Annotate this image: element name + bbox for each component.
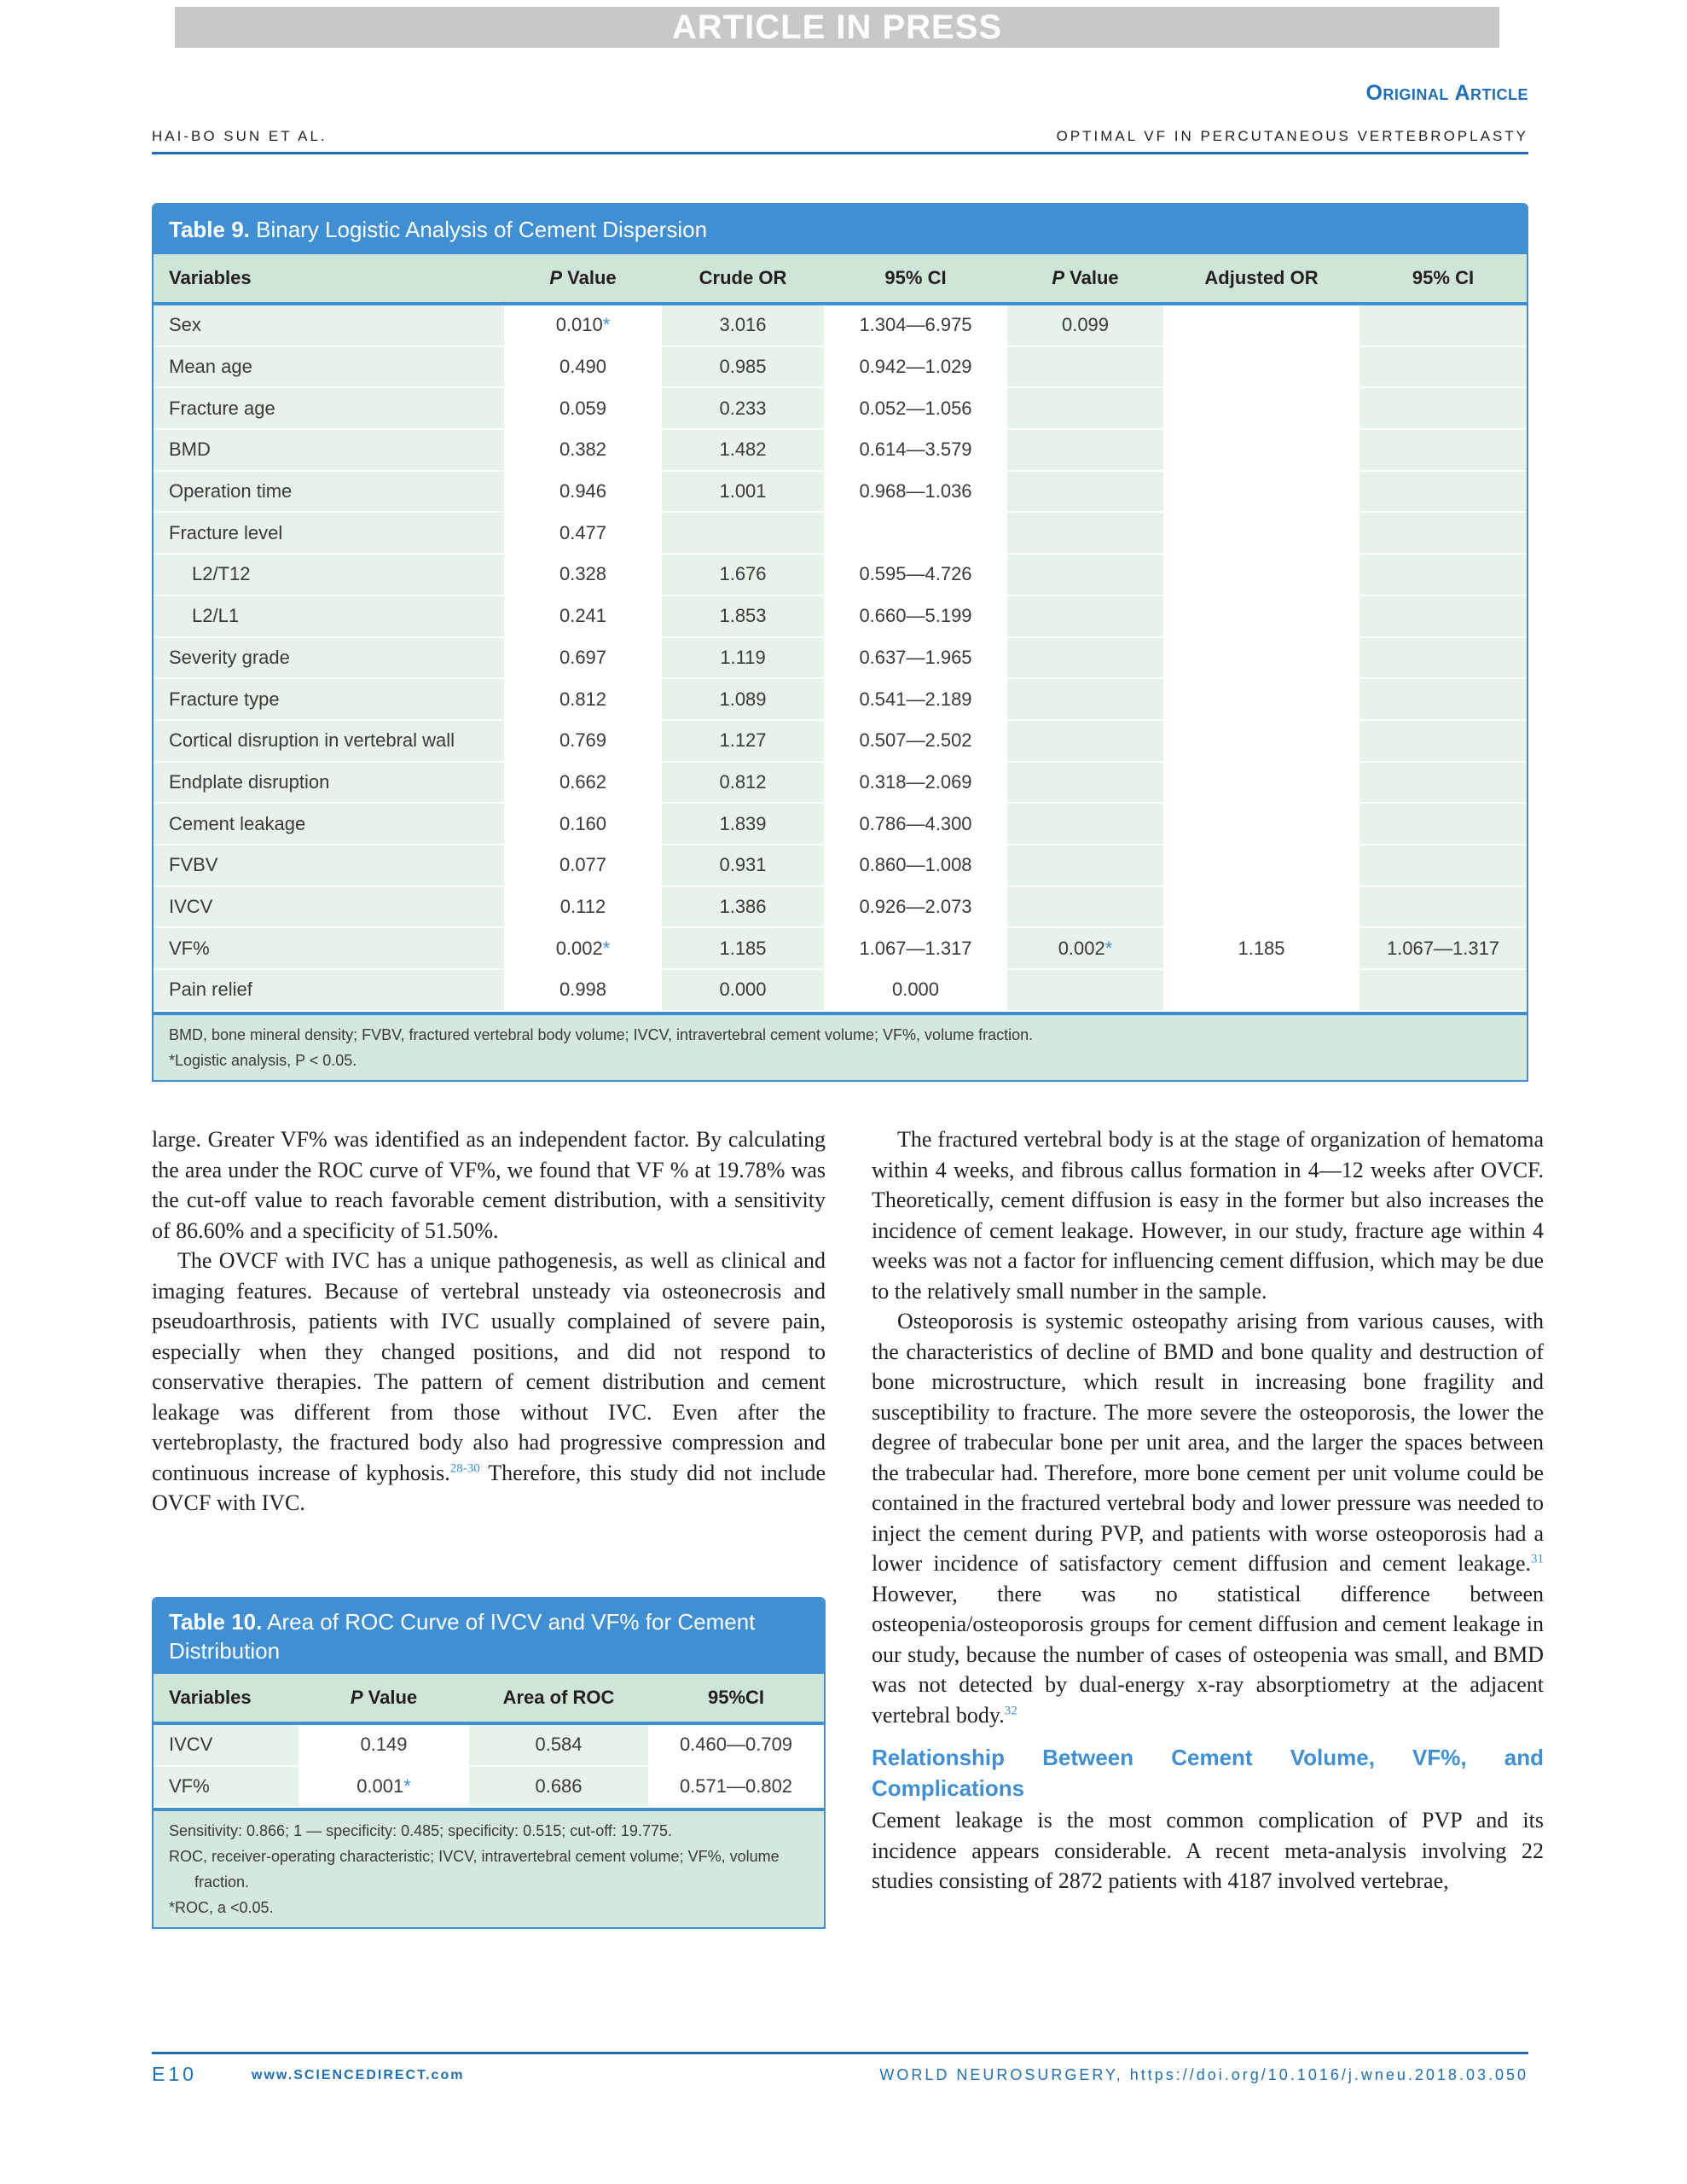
- ci: 0.507—2.502: [824, 720, 1007, 762]
- adjusted-or: [1163, 969, 1359, 1011]
- crude-or: 1.089: [662, 678, 824, 720]
- table-10-footnote-1: Sensitivity: 0.866; 1 — specificity: 0.485; specificity: 0.515; cut-off: 19.775.: [169, 1822, 672, 1840]
- table-row: [154, 554, 1527, 595]
- table-9-footnote-abbrev: BMD, bone mineral density; FVBV, fractured vertebral body volume; IVCV, intravertebral cement volume; VF%, volume fraction.: [169, 1025, 1034, 1043]
- page-number: E10: [152, 2063, 197, 2085]
- table-10-title: Area of ROC Curve of IVCV and VF% for Cement Distribution: [169, 1609, 756, 1664]
- adjusted-or: [1163, 304, 1359, 346]
- significance-marker: *: [602, 937, 611, 959]
- table-row: [154, 387, 1527, 429]
- table-10-body: [154, 1723, 824, 1807]
- col-header-p-value: P Value: [504, 254, 662, 304]
- col-header-p-value: P Value: [299, 1674, 469, 1723]
- p-value: [504, 512, 662, 554]
- p-value-value: 0.010: [555, 314, 603, 336]
- table-9: [152, 203, 1528, 1082]
- adj-p-value: [1007, 304, 1163, 346]
- table-row: [154, 762, 1527, 804]
- adj-ci: [1359, 512, 1527, 554]
- ci: 1.304—6.975: [824, 304, 1007, 346]
- p-value: [504, 845, 662, 886]
- adj-p-value: [1007, 969, 1163, 1011]
- p-value: [504, 387, 662, 429]
- adj-p-value: [1007, 927, 1163, 969]
- section-heading: Relationship Between Cement Volume, VF%, and Complications: [872, 1745, 1544, 1801]
- right-column: [872, 1124, 1544, 1896]
- col-header-95ci: 95% CI: [824, 254, 1007, 304]
- ci: 0.968—1.036: [824, 471, 1007, 513]
- adj-ci: [1359, 304, 1527, 346]
- adjusted-or: [1163, 471, 1359, 513]
- variable-name: Cortical disruption in vertebral wall: [154, 720, 504, 762]
- ci: 0.571—0.802: [648, 1766, 824, 1808]
- variable-name: FVBV: [154, 845, 504, 886]
- crude-or: 1.839: [662, 803, 824, 845]
- ci: 0.460—0.709: [648, 1723, 824, 1766]
- table-9-grid: [154, 254, 1527, 1012]
- table-row: [154, 678, 1527, 720]
- adj-ci: [1359, 595, 1527, 637]
- adj-ci: [1359, 845, 1527, 886]
- adj-ci: [1359, 429, 1527, 471]
- right-paragraph-1: The fractured vertebral body is at the stage of organization of hematoma within 4 weeks, and fibrous callus formation in 4—12 weeks after OVCF. Theoretically, cement diffusion is easy in the former but also increases the incidence of cement leakage. However, in our study, fracture age within 4 weeks was not a factor for influencing cement diffusion, which may be due to the relatively small number in the sample.: [872, 1127, 1544, 1304]
- adj-p-value: [1007, 429, 1163, 471]
- citation-32[interactable]: 32: [1004, 1703, 1017, 1717]
- variable-name: Fracture age: [154, 387, 504, 429]
- adj-ci: 1.067—1.317: [1359, 927, 1527, 969]
- crude-or: 0.931: [662, 845, 824, 886]
- adjusted-or: [1163, 346, 1359, 388]
- variable-name: IVCV: [154, 886, 504, 928]
- ci: [824, 512, 1007, 554]
- p-value-value: 0.946: [559, 480, 607, 502]
- adj-p-value: [1007, 554, 1163, 595]
- col-header-adj-p-value: P Value: [1007, 254, 1163, 304]
- variable-name: Severity grade: [154, 637, 504, 679]
- variable-name: Cement leakage: [154, 803, 504, 845]
- ci: 0.318—2.069: [824, 762, 1007, 804]
- running-authors: HAI-BO SUN ET AL.: [152, 128, 328, 144]
- p-value-value: 0.001: [357, 1775, 404, 1798]
- variable-name: VF%: [154, 1766, 299, 1808]
- table-row: [154, 1766, 824, 1808]
- adjusted-or: [1163, 387, 1359, 429]
- adj-p-value: [1007, 762, 1163, 804]
- crude-or: 1.386: [662, 886, 824, 928]
- variable-name: IVCV: [154, 1723, 299, 1766]
- adj-ci: [1359, 886, 1527, 928]
- p-value-value: 0.328: [559, 563, 607, 585]
- table-row: [154, 720, 1527, 762]
- journal-doi[interactable]: WORLD NEUROSURGERY, https://doi.org/10.1016/j.wneu.2018.03.050: [879, 2066, 1528, 2083]
- table-9-header-row: [154, 254, 1527, 304]
- table-10: [152, 1597, 826, 1929]
- p-value-value: 0.112: [559, 895, 606, 917]
- crude-or: 1.119: [662, 637, 824, 679]
- adj-p-value: [1007, 471, 1163, 513]
- adjusted-or: [1163, 637, 1359, 679]
- ci: 0.541—2.189: [824, 678, 1007, 720]
- area-of-roc: 0.686: [469, 1766, 648, 1808]
- crude-or: [662, 512, 824, 554]
- article-in-press-banner: ARTICLE IN PRESS: [175, 7, 1499, 48]
- adj-ci: [1359, 803, 1527, 845]
- table-row: [154, 927, 1527, 969]
- table-row: [154, 886, 1527, 928]
- p-value: [299, 1723, 469, 1766]
- crude-or: 1.853: [662, 595, 824, 637]
- p-value-value: 0.077: [559, 854, 607, 876]
- adj-p-value: [1007, 886, 1163, 928]
- adjusted-or: [1163, 762, 1359, 804]
- ci: 0.614—3.579: [824, 429, 1007, 471]
- p-value-value: 0.998: [559, 979, 607, 1001]
- col-header-variables: Variables: [154, 1674, 299, 1723]
- ci: 0.660—5.199: [824, 595, 1007, 637]
- table-9-label: Table 9.: [169, 217, 250, 242]
- table-10-caption: [154, 1599, 824, 1674]
- table-10-header-row: [154, 1674, 824, 1723]
- adjusted-or: [1163, 678, 1359, 720]
- crude-or: 1.127: [662, 720, 824, 762]
- p-value-value: 0.149: [360, 1734, 408, 1756]
- p-value-value: 0.490: [559, 356, 607, 378]
- running-title: OPTIMAL VF IN PERCUTANEOUS VERTEBROPLASTY: [1056, 128, 1528, 144]
- p-value: [504, 803, 662, 845]
- col-header-variables: Variables: [154, 254, 504, 304]
- table-10-label: Table 10.: [169, 1609, 263, 1635]
- significance-marker: *: [602, 314, 611, 336]
- p-value: [504, 678, 662, 720]
- ci: 0.052—1.056: [824, 387, 1007, 429]
- p-value-value: 0.477: [559, 521, 607, 543]
- table-9-caption: [154, 205, 1527, 254]
- adj-ci: [1359, 678, 1527, 720]
- p-value: [504, 346, 662, 388]
- adjusted-or: [1163, 595, 1359, 637]
- adj-ci: [1359, 720, 1527, 762]
- p-value-value: 0.002: [555, 937, 603, 959]
- adj-p-value-value: 0.099: [1061, 314, 1110, 336]
- table-10-footnotes: [154, 1808, 824, 1927]
- ci: 0.637—1.965: [824, 637, 1007, 679]
- adj-ci: [1359, 762, 1527, 804]
- crude-or: 1.676: [662, 554, 824, 595]
- crude-or: 0.000: [662, 969, 824, 1011]
- crude-or: 1.185: [662, 927, 824, 969]
- area-of-roc: 0.584: [469, 1723, 648, 1766]
- table-row: [154, 471, 1527, 513]
- table-row: [154, 346, 1527, 388]
- crude-or: 1.482: [662, 429, 824, 471]
- p-value: [299, 1766, 469, 1808]
- adjusted-or: [1163, 429, 1359, 471]
- journal-url[interactable]: www.SCIENCEDIRECT.com: [252, 2068, 465, 2082]
- adj-p-value: [1007, 512, 1163, 554]
- adj-p-value: [1007, 387, 1163, 429]
- p-value: [504, 304, 662, 346]
- table-row: [154, 803, 1527, 845]
- table-row: [154, 969, 1527, 1011]
- table-9-body: [154, 304, 1527, 1011]
- crude-or: 0.985: [662, 346, 824, 388]
- adj-p-value: [1007, 678, 1163, 720]
- right-paragraph-2: Osteoporosis is systemic osteopathy arising from various causes, with the characteristics of decline of BMD and bone quality and destruction of bone microstructure, which result in increasing bone fragility and susceptibility to fracture. The more severe the osteoporosis, the lower the degree of trabecular bone per unit area, and the larger the spaces between the trabecular had. Therefore, more bone cement per unit volume could be contained in the fractured vertebral body and lower pressure was needed to inject the cement during PVP, and patients with worse osteoporosis had a lower incidence of satisfactory cement diffusion and cement leakage.$^{31}$ However, there was no statistical difference between osteopenia/osteoporosis groups for cement diffusion and cement leakage in our study, because the number of cases of osteopenia was small, and BMD was not detected by dual-energy x-ray absorptiometry at the adjacent vertebral body.$^{32}$: [872, 1309, 1544, 1728]
- p-value-value: 0.382: [559, 439, 607, 461]
- right-paragraph-3: Cement leakage is the most common complication of PVP and its incidence appears considerable. A recent meta-analysis involving 22 studies consisting of 2872 patients with 4187 involved vertebrae,: [872, 1808, 1544, 1893]
- adj-ci: [1359, 637, 1527, 679]
- adj-p-value: [1007, 720, 1163, 762]
- table-9-footnote-sig: *Logistic analysis, P < 0.05.: [169, 1051, 357, 1069]
- p-value-value: 0.697: [559, 646, 607, 668]
- header-rule: [152, 152, 1528, 154]
- variable-name: L2/T12: [154, 554, 504, 595]
- table-10-footnote-2: ROC, receiver-operating characteristic; IVCV, intravertebral cement volume; VF%, volume: [169, 1848, 780, 1866]
- variable-name: L2/L1: [154, 595, 504, 637]
- adj-ci: [1359, 969, 1527, 1011]
- p-value-value: 0.241: [559, 605, 607, 627]
- table-9-footnotes: [154, 1012, 1527, 1080]
- adjusted-or: [1163, 720, 1359, 762]
- variable-name: Fracture type: [154, 678, 504, 720]
- left-column: [152, 1124, 826, 1519]
- table-10-grid: [154, 1674, 824, 1808]
- col-header-adj-95ci: 95% CI: [1359, 254, 1527, 304]
- ci: 0.860—1.008: [824, 845, 1007, 886]
- p-value: [504, 471, 662, 513]
- adj-p-value: [1007, 637, 1163, 679]
- adj-ci: [1359, 387, 1527, 429]
- left-paragraph-2: The OVCF with IVC has a unique pathogenesis, as well as clinical and imaging features. Because of vertebral unsteady via osteonecrosis and pseudoarthrosis, patients with IVC usually complained of severe pain, especially when they changed positions, and did not respond to conservative therapies. The pattern of cement distribution and cement leakage was different from those without IVC. Even after the vertebroplasty, the fractured body also had progressive compression and continuous increase of kyphosis.$^{28-30}$ Therefore, this study did not include OVCF with IVC.: [152, 1248, 826, 1515]
- adj-ci: [1359, 346, 1527, 388]
- col-header-95ci: 95%CI: [648, 1674, 824, 1723]
- table-row: [154, 637, 1527, 679]
- adj-ci: [1359, 471, 1527, 513]
- p-value: [504, 637, 662, 679]
- p-value: [504, 429, 662, 471]
- variable-name: Pain relief: [154, 969, 504, 1011]
- variable-name: Operation time: [154, 471, 504, 513]
- adj-ci: [1359, 554, 1527, 595]
- variable-name: Endplate disruption: [154, 762, 504, 804]
- p-value: [504, 595, 662, 637]
- col-header-adjusted-or: Adjusted OR: [1163, 254, 1359, 304]
- p-value-value: 0.662: [559, 770, 607, 793]
- adjusted-or: [1163, 512, 1359, 554]
- ci: 0.786—4.300: [824, 803, 1007, 845]
- p-value: [504, 886, 662, 928]
- ci: 1.067—1.317: [824, 927, 1007, 969]
- footer-rule: [152, 2052, 1528, 2054]
- adjusted-or: [1163, 845, 1359, 886]
- variable-name: Sex: [154, 304, 504, 346]
- significance-marker: *: [403, 1775, 411, 1798]
- article-category: Original Article: [1365, 81, 1528, 105]
- variable-name: VF%: [154, 927, 504, 969]
- left-paragraph-1: large. Greater VF% was identified as an independent factor. By calculating the area under the ROC curve of VF%, we found that VF % at 19.78% was the cut-off value to reach favorable cement distribution, with a sensitivity of 86.60% and a specificity of 51.50%.: [152, 1127, 826, 1243]
- citation-28-30[interactable]: 28-30: [449, 1461, 480, 1475]
- adj-p-value: [1007, 595, 1163, 637]
- crude-or: 1.001: [662, 471, 824, 513]
- crude-or: 0.233: [662, 387, 824, 429]
- adj-p-value: [1007, 803, 1163, 845]
- variable-name: Mean age: [154, 346, 504, 388]
- crude-or: 3.016: [662, 304, 824, 346]
- ci: 0.595—4.726: [824, 554, 1007, 595]
- table-row: [154, 512, 1527, 554]
- p-value-value: 0.160: [559, 812, 607, 834]
- ci: 0.942—1.029: [824, 346, 1007, 388]
- adj-p-value-value: 0.002: [1058, 937, 1105, 959]
- p-value: [504, 762, 662, 804]
- crude-or: 0.812: [662, 762, 824, 804]
- citation-31[interactable]: 31: [1531, 1552, 1544, 1566]
- adjusted-or: [1163, 886, 1359, 928]
- table-row: [154, 1723, 824, 1766]
- table-9-title: Binary Logistic Analysis of Cement Dispersion: [256, 217, 708, 242]
- adjusted-or: [1163, 554, 1359, 595]
- table-row: [154, 595, 1527, 637]
- p-value: [504, 554, 662, 595]
- table-row: [154, 845, 1527, 886]
- adjusted-or: [1163, 803, 1359, 845]
- table-10-footnote-2-cont: fraction.: [194, 1873, 250, 1891]
- adj-p-value: [1007, 845, 1163, 886]
- ci: 0.926—2.073: [824, 886, 1007, 928]
- p-value: [504, 720, 662, 762]
- p-value-value: 0.812: [559, 688, 607, 710]
- adj-p-value: [1007, 346, 1163, 388]
- p-value-value: 0.059: [559, 397, 607, 419]
- adjusted-or: 1.185: [1163, 927, 1359, 969]
- significance-marker: *: [1104, 937, 1113, 959]
- p-value: [504, 969, 662, 1011]
- col-header-crude-or: Crude OR: [662, 254, 824, 304]
- table-10-footnote-3: *ROC, a <0.05.: [169, 1899, 274, 1917]
- variable-name: Fracture level: [154, 512, 504, 554]
- p-value: [504, 927, 662, 969]
- variable-name: BMD: [154, 429, 504, 471]
- p-value-value: 0.769: [559, 729, 607, 752]
- table-row: [154, 429, 1527, 471]
- col-header-area-of-roc: Area of ROC: [469, 1674, 648, 1723]
- table-row: [154, 304, 1527, 346]
- ci: 0.000: [824, 969, 1007, 1011]
